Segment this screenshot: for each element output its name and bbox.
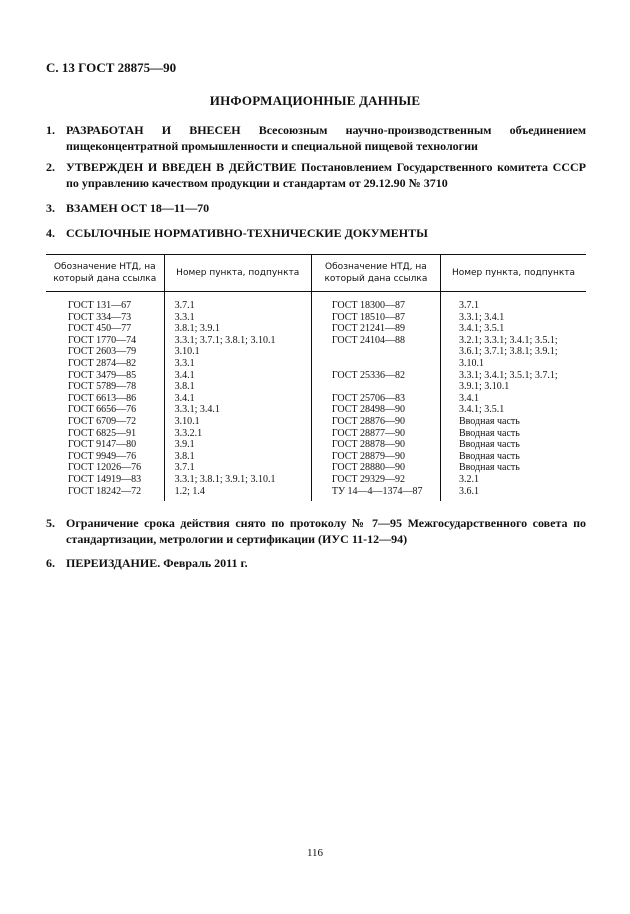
item-lead: ВЗАМЕН ОСТ 18—11—70 (66, 201, 210, 215)
item-number: 6. (46, 556, 55, 570)
table-cell: ГОСТ 1770—74 (68, 334, 137, 346)
table-cell: 3.3.2.1 (174, 427, 203, 439)
table-cell: 3.3.1; 3.4.1; 3.5.1; 3.7.1; (458, 369, 558, 381)
item-lead: ПЕРЕИЗДАНИЕ. Февраль 2011 г. (66, 556, 248, 570)
table-cell: 3.4.1; 3.5.1 (458, 323, 505, 335)
item-number: 4. (46, 226, 55, 240)
table-column-clause-1 (164, 292, 311, 502)
table-cell: ГОСТ 28879—90 (331, 450, 405, 462)
info-item-4 (46, 225, 586, 241)
item-lead: РАЗРАБОТАН И ВНЕСЕН (66, 123, 241, 137)
table-cell: ГОСТ 14919—83 (68, 473, 142, 485)
table-cell: ГОСТ 21241—89 (331, 323, 405, 335)
table-cell: 3.9.1 (174, 439, 195, 451)
table-cell (332, 381, 440, 393)
table-cell: 3.3.1; 3.8.1; 3.9.1; 3.10.1 (174, 473, 276, 485)
table-cell: ГОСТ 25336—82 (331, 369, 405, 381)
item-lead: Ограничение срока действия снято по протоколу № 7—95 Межгосударственного совета по стандартизации, метрологии и сертификации (ИУС 11-12—94) (66, 516, 586, 546)
table-cell: ГОСТ 2874—82 (68, 357, 137, 369)
table-cell: 3.9.1; 3.10.1 (458, 381, 510, 393)
table-cell: 3.7.1 (174, 300, 195, 311)
table-cell: 3.4.1 (174, 369, 195, 381)
item-number: 3. (46, 201, 55, 215)
info-item-5 (46, 515, 586, 547)
table-cell: 3.8.1 (174, 450, 195, 462)
table-cell: ГОСТ 131—67 (68, 300, 132, 311)
table-cell: 3.3.1; 3.7.1; 3.8.1; 3.10.1 (174, 334, 276, 346)
table-column-clause-2 (440, 292, 586, 502)
table-cell: Вводная часть (458, 462, 520, 474)
table-cell: Вводная часть (458, 450, 520, 462)
table-cell: ГОСТ 12026—76 (68, 462, 142, 474)
table-cell: ГОСТ 28880—90 (331, 462, 405, 474)
table-cell: ГОСТ 2603—79 (68, 346, 137, 358)
table-cell (332, 358, 440, 370)
table-cell: ГОСТ 6613—86 (68, 392, 137, 404)
table-cell: 3.7.1 (458, 300, 479, 311)
info-item-1 (46, 122, 586, 154)
table-cell: 3.10.1 (174, 346, 200, 358)
table-cell: ГОСТ 3479—85 (68, 369, 137, 381)
table-cell: 3.2.1; 3.3.1; 3.4.1; 3.5.1; (458, 334, 558, 346)
info-item-6 (46, 555, 586, 571)
table-cell: ГОСТ 24104—88 (331, 334, 405, 346)
table-cell: ГОСТ 334—73 (68, 311, 132, 323)
table-cell: 1.2; 1.4 (174, 485, 205, 497)
table-cell: ГОСТ 6825—91 (68, 427, 137, 439)
table-cell: Вводная часть (458, 427, 520, 439)
table-cell (332, 346, 440, 358)
table-cell: 3.4.1 (458, 392, 479, 404)
info-item-2 (46, 159, 586, 191)
table-column-ntd-2 (311, 292, 440, 502)
table-cell: 3.3.1; 3.4.1 (458, 311, 505, 323)
table-cell: ГОСТ 6709—72 (68, 415, 137, 427)
table-cell: 3.3.1 (174, 357, 195, 369)
item-number: 1. (46, 123, 55, 137)
table-cell: 3.7.1 (174, 462, 195, 474)
table-header-clause-1: Номер пункта, подпункта (164, 255, 311, 292)
table-cell: ГОСТ 28877—90 (331, 427, 405, 439)
table-cell: 3.3.1; 3.4.1 (174, 404, 220, 416)
table-cell: Вводная часть (458, 439, 520, 451)
table-cell: ГОСТ 25706—83 (331, 392, 405, 404)
table-cell: ГОСТ 28498—90 (331, 404, 405, 416)
table-header-ntd-1: Обозначение НТД, на который дана ссылка (46, 255, 164, 292)
item-text: Постановлением Государственного комитета СССР по управлению качеством продукции и стандартам от 29.12.90 № 3710 (66, 160, 586, 190)
references-table (46, 254, 586, 501)
table-cell: ГОСТ 6656—76 (68, 404, 137, 416)
table-cell: 3.8.1 (174, 381, 195, 393)
table-cell: ТУ 14—4—1374—87 (331, 485, 423, 497)
table-cell: 3.3.1 (174, 311, 195, 323)
table-cell: 3.6.1; 3.7.1; 3.8.1; 3.9.1; (458, 346, 558, 358)
table-cell: ГОСТ 29329—92 (331, 473, 405, 485)
section-title: ИНФОРМАЦИОННЫЕ ДАННЫЕ (209, 93, 421, 108)
table-cell: ГОСТ 450—77 (68, 323, 132, 335)
item-lead: УТВЕРЖДЕН И ВВЕДЕН В ДЕЙСТВИЕ (66, 160, 297, 174)
table-cell: ГОСТ 9147—80 (68, 439, 137, 451)
item-number: 2. (46, 160, 55, 174)
info-item-3 (46, 200, 586, 216)
table-cell: 3.10.1 (458, 357, 484, 369)
table-cell: ГОСТ 18510—87 (331, 311, 405, 323)
item-text: Всесоюзным научно-производственным объединением пищеконцентратной промышленности и специальной пищевой технологии (66, 123, 586, 153)
table-cell: ГОСТ 18242—72 (68, 485, 142, 497)
table-cell: ГОСТ 9949—76 (68, 450, 137, 462)
table-cell: ГОСТ 18300—87 (331, 300, 405, 311)
table-cell: ГОСТ 28876—90 (331, 415, 405, 427)
table-cell: 3.10.1 (174, 415, 200, 427)
table-cell: 3.8.1; 3.9.1 (174, 323, 220, 335)
item-number: 5. (46, 516, 55, 530)
table-cell: ГОСТ 28878—90 (331, 439, 405, 451)
item-lead: ССЫЛОЧНЫЕ НОРМАТИВНО-ТЕХНИЧЕСКИЕ ДОКУМЕНТЫ (66, 226, 428, 240)
table-header-ntd-2: Обозначение НТД, на который дана ссылка (311, 255, 440, 292)
table-column-ntd-1 (46, 292, 164, 502)
table-header-clause-2: Номер пункта, подпункта (440, 255, 586, 292)
page-number: 116 (306, 847, 324, 859)
table-cell: 3.4.1 (174, 392, 195, 404)
table-cell: Вводная часть (458, 415, 520, 427)
table-cell: 3.2.1 (458, 473, 479, 485)
table-cell: 3.4.1; 3.5.1 (458, 404, 505, 416)
table-cell: 3.6.1 (458, 485, 479, 497)
table-cell: ГОСТ 5789—78 (68, 381, 137, 393)
page-header: С. 13 ГОСТ 28875—90 (46, 60, 177, 75)
